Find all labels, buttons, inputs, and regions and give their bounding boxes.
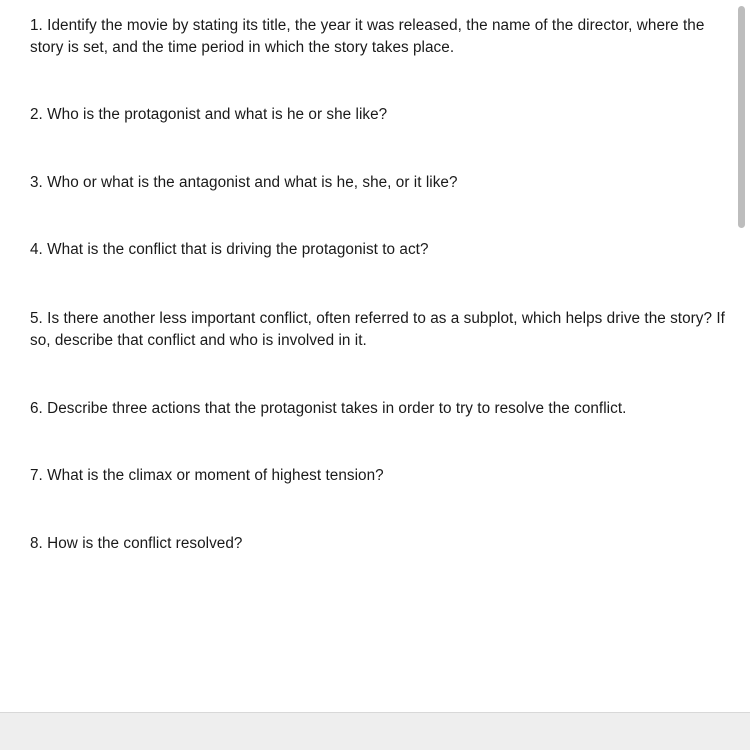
vertical-scrollbar[interactable] [735, 0, 750, 712]
question-1: 1. Identify the movie by stating its title, the year it was released, the name of the director, where the story is set, and the time period in which the story takes place. [30, 17, 705, 56]
bottom-bar [0, 712, 750, 750]
question-5: 5. Is there another less important conflict, often referred to as a subplot, which helps drive the story? If so, describe that conflict and who is involved in it. [30, 310, 725, 349]
question-4: 4. What is the conflict that is driving the protagonist to act? [30, 241, 429, 258]
question-8: 8. How is the conflict resolved? [30, 535, 243, 552]
question-6: 6. Describe three actions that the protagonist takes in order to try to resolve the conflict. [30, 400, 627, 417]
scrollbar-thumb[interactable] [738, 6, 745, 228]
question-7: 7. What is the climax or moment of highest tension? [30, 467, 384, 484]
question-2: 2. Who is the protagonist and what is he or she like? [30, 106, 388, 123]
question-3: 3. Who or what is the antagonist and what is he, she, or it like? [30, 174, 458, 191]
